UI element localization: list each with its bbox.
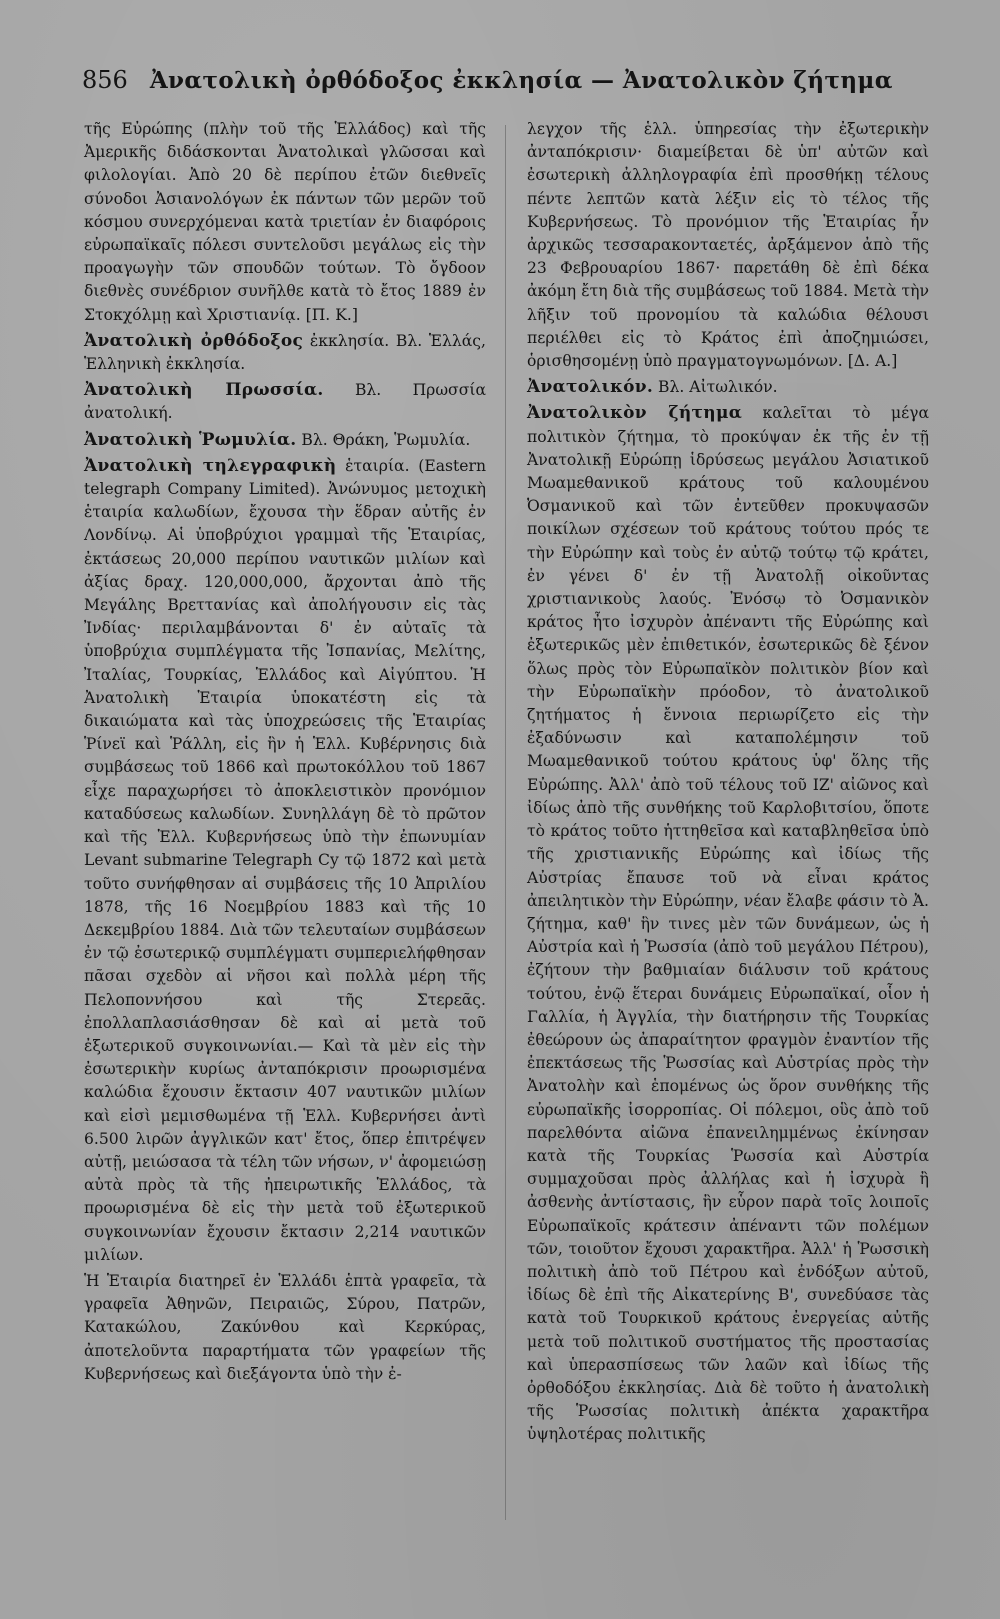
column-divider	[505, 125, 506, 1520]
entry-text: τῆς Εὐρώπης (πλὴν τοῦ τῆς Ἑλλάδος) καὶ τῆς Ἀμερικῆς διδάσκονται Ἀνατολικαὶ γλῶσσαι καὶ φιλολογίαι. Ἀπὸ 20 δὲ περίπου ἐτῶν διεθνεῖς σύνοδοι Ἀσιανολόγων ἐκ πάντων τῶν μερῶν τοῦ κόσμου συνερχόμεναι κατὰ τριετίαν ἐν διαφόροις εὐρωπαϊκαῖς πόλεσι συντελοῦσι μεγάλως εἰς τὴν προαγωγὴν τῶν σπουδῶν τούτων. Τὸ ὄγδοον διεθνὲς συνέδριον συνῆλθε κατὰ τὸ ἔτος 1889 ἐν Στοκχόλμῃ καὶ Χριστιανίᾳ. [Π. Κ.]	[84, 120, 486, 324]
page-header	[82, 66, 912, 106]
entry-paragraph	[84, 429, 486, 452]
entry-headword: Ἀνατολικὸν ζήτημα	[527, 403, 743, 424]
entry-text: Βλ. Αἰτωλικόν.	[653, 378, 778, 397]
entry-headword: Ἀνατολικὴ Ῥωμυλία.	[84, 429, 297, 450]
entry-text: ἐκκλησία. Βλ. Ἑλλάς, Ἑλληνικὴ ἐκκλησία.	[84, 331, 486, 374]
entry-text: Ἡ Ἑταιρία διατηρεῖ ἐν Ἑλλάδι ἑπτὰ γραφεῖα, τὰ γραφεῖα Ἀθηνῶν, Πειραιῶς, Σύρου, Πατρῶν, Κατακώλου, Ζακύνθου καὶ Κερκύρας, ἀποτελοῦντα παραρτήματα τῶν γραφείων τῆς Κυβερνήσεως καὶ διεξάγοντα ὑπὸ τὴν ἐ-	[84, 1271, 486, 1383]
entry-paragraph	[84, 118, 486, 327]
left-column	[84, 118, 486, 1386]
entry-text: λεγχον τῆς ἑλλ. ὑπηρεσίας τὴν ἐξωτερικὴν ἀνταπόκρισιν· διαμείβεται δὲ ὑπ' αὐτῶν καὶ ἐσωτερικὴ ἀλληλογραφία ἐπὶ προσθήκῃ τέλους πέντε λεπτῶν κατὰ λέξιν εἰς τὸ τέλος τῆς Κυβερνήσεως. Τὸ προνόμιον τῆς Ἑταιρίας ἦν ἀρχικῶς τεσσαρακονταετές, ἀρξάμενον ἀπὸ τῆς 23 Φεβρουαρίου 1867· παρετάθη δὲ ἐπὶ δέκα ἀκόμη ἔτη διὰ τῆς συμβάσεως τοῦ 1884. Μετὰ τὴν λῆξιν τοῦ προνομίου τὰ καλώδια θέλουσι περιέλθει εἰς τὸ Κράτος ἐπὶ ἀποζημιώσει, ὁρισθησομένῃ ὑπὸ πραγματογνωμόνων. [Δ. Α.]	[527, 120, 929, 371]
entry-paragraph	[84, 1270, 486, 1386]
entry-paragraph	[84, 455, 486, 1267]
entry-text: Βλ. Θράκη, Ῥωμυλία.	[296, 430, 471, 449]
entry-headword: Ἀνατολικὴ τηλεγραφικὴ	[84, 455, 337, 476]
running-title: Ἀνατολικὴ ὀρθόδοξος ἐκκλησία — Ἀνατολικὸν ζήτημα	[149, 67, 893, 94]
entry-text: ἑταιρία. (Eastern telegraph Company Limited). Ἀνώνυμος μετοχικὴ ἑταιρία καλωδίων, ἔχουσα τὴν ἕδραν αὐτῆς ἐν Λονδίνῳ. Αἱ ὑποβρύχιοι γραμμαὶ τῆς Ἑταιρίας, ἐκτάσεως 20,000 περίπου ναυτικῶν μιλίων καὶ ἀξίας δραχ. 120,000,000, ἄρχονται ἀπὸ τῆς Μεγάλης Βρεττανίας καὶ ἀπολήγουσιν εἰς τὰς Ἰνδίας· περιλαμβάνονται δ' ἐν αὐταῖς τὰ ὑποβρύχια συμπλέγματα τῆς Ἰσπανίας, Μελίτης, Ἰταλίας, Τουρκίας, Ἑλλάδος καὶ Αἰγύπτου. Ἡ Ἀνατολικὴ Ἑταιρία ὑποκατέστη εἰς τὰ δικαιώματα καὶ τὰς ὑποχρεώσεις τῆς Ἑταιρίας Ῥίνεϊ καὶ Ῥάλλη, εἰς ἣν ἡ Ἑλλ. Κυβέρνησις διὰ συμβάσεως τοῦ 1866 καὶ πρωτοκόλλου τοῦ 1867 εἶχε παραχωρήσει τὸ ἀποκλειστικὸν προνόμιον καταδύσεως καλωδίων. Συνηλλάγη δὲ τὸ πρῶτον καὶ τῆς Ἑλλ. Κυβερνήσεως ὑπὸ τὴν ἐπωνυμίαν Levant submarine Telegraph Cy τῷ 1872 καὶ μετὰ τοῦτο συνήφθησαν αἱ συμβάσεις τῆς 10 Ἀπριλίου 1878, τῆς 16 Νοεμβρίου 1883 καὶ τῆς 10 Δεκεμβρίου 1884. Διὰ τῶν τελευταίων συμβάσεων ἐν τῷ ἐσωτερικῷ συμπλέγματι συμπεριελήφθησαν πᾶσαι σχεδὸν αἱ νῆσοι καὶ πολλὰ μέρη τῆς Πελοποννήσου καὶ τῆς Στερεᾶς. ἐπολλαπλασιάσθησαν δὲ καὶ αἱ μετὰ τοῦ ἐξωτερικοῦ συγκοινωνίαι.— Καὶ τὰ μὲν εἰς τὴν ἐσωτερικὴν κυρίως ἀνταπόκρισιν προωρισμένα καλώδια ἔχουσιν ἔκτασιν 407 ναυτικῶν μιλίων καὶ εἰσὶ μεμισθωμένα τῇ Ἑλλ. Κυβερνήσει ἀντὶ 6.500 λιρῶν ἀγγλικῶν κατ' ἔτος, ὅπερ ἐπιτρέψεν αὐτῇ, μειώσασα τὰ τέλη τῶν νήσων, ν' ἀφομειώσῃ αὐτὰ πρὸς τὰ τῆς ἠπειρωτικῆς Ἑλλάδος, τὰ προωρισμένα δὲ εἰς τὴν μετὰ τοῦ ἐξωτερικοῦ συγκοινωνίαν ἔχουσιν ἔκτασιν 2,214 ναυτικῶν μιλίων.	[84, 456, 486, 1264]
entry-paragraph	[527, 376, 929, 399]
entry-paragraph	[84, 330, 486, 376]
entry-paragraph	[84, 379, 486, 425]
entry-headword: Ἀνατολικὴ ὀρθόδοξος	[84, 330, 304, 351]
entry-text: καλεῖται τὸ μέγα πολιτικὸν ζήτημα, τὸ προκύψαν ἐκ τῆς ἐν τῇ Ἀνατολικῇ Εὐρώπῃ ἱδρύσεως μεγάλου Ἀσιατικοῦ Μωαμεθανικοῦ κράτους τοῦ καλουμένου Ὀσμανικοῦ καὶ τῶν ἐντεῦθεν προκυψασῶν ποικίλων σχέσεων τοῦ κράτους τούτου πρός τε τὴν Εὐρώπην καὶ τοὺς ἐν αὐτῷ τούτῳ τῷ κράτει, ἐν γένει δ' ἐν τῇ Ἀνατολῇ οἰκοῦντας χριστιανικοὺς λαούς. Ἐνόσῳ τὸ Ὀσμανικὸν κράτος ἦτο ἰσχυρὸν ἀπέναντι τῆς Εὐρώπης καὶ ἐξωτερικῶς μὲν ἐπιθετικόν, ἐσωτερικῶς δὲ ξένον ὅλως πρὸς τὸν Εὐρωπαϊκὸν πολιτικὸν βίον καὶ τὴν Εὐρωπαϊκὴν πρόοδον, τὸ ἀνατολικοῦ ζητήματος ἡ ἔννοια περιωρίζετο εἰς τὴν ἐξαδύνωσιν καὶ καταπολέμησιν τοῦ Μωαμεθανικοῦ τούτου κράτους ὑφ' ὅλης τῆς Εὐρώπης. Ἀλλ' ἀπὸ τοῦ τέλους τοῦ ΙΖ' αἰῶνος καὶ ἰδίως ἀπὸ τῆς συνθήκης τοῦ Καρλοβιτσίου, ὅποτε τὸ κράτος τοῦτο ἡττηθεῖσα καὶ καταβληθεῖσα ὑπὸ τῆς χριστιανικῆς Εὐρώπης καὶ ἰδίως τῆς Αὐστρίας ἔπαυσε τοῦ νὰ εἶναι κράτος ἀπειλητικὸν τὴν Εὐρώπην, νέαν ἔλαβε φάσιν τὸ Ἀ. ζήτημα, καθ' ἣν τινες μὲν τῶν δυνάμεων, ὡς ἡ Αὐστρία καὶ ἡ Ῥωσσία (ἀπὸ τοῦ μεγάλου Πέτρου), ἐζήτουν τὴν βαθμιαίαν διάλυσιν τοῦ κράτους τούτου, ἐνῷ ἕτεραι δυνάμεις Εὐρωπαϊκαί, οἷον ἡ Γαλλία, ἡ Ἀγγλία, τὴν διατήρησιν τῆς Τουρκίας ἐθεώρουν ὡς ἀπαραίτητον φραγμὸν ἐναντίον τῆς ἐπεκτάσεως τῆς Ῥωσσίας καὶ Αὐστρίας πρὸς τὴν Ἀνατολὴν καὶ ἑπομένως ὡς ὅρον συνθήκης τῆς εὐρωπαϊκῆς ἰσορροπίας. Οἱ πόλεμοι, οὓς ἀπὸ τοῦ παρελθόντα αἰῶνα ἐπανειλημμένως ἐκίνησαν κατὰ τῆς Τουρκίας Ῥωσσία καὶ Αὐστρία συμμαχοῦσαι πρὸς ἀλλήλας καὶ ἡ ἰσχυρὰ ἢ ἀσθενὴς ἀντίστασις, ἣν εὗρον παρὰ τοῖς λοιποῖς Εὐρωπαϊκοῖς κράτεσιν ἀπέναντι τῶν πολέμων τῶν, τοιοῦτον ἔχουσι χαρακτῆρα. Ἀλλ' ἡ Ῥωσσικὴ πολιτικὴ ἀπὸ τοῦ Πέτρου καὶ ἐνδόξων αὐτοῦ, ἰδίως δὲ ἐπὶ τῆς Αἰκατερίνης Β', συνεδύασε τὰς κατὰ τοῦ Τουρκικοῦ κράτους ἐνεργείας αὐτῆς μετὰ τοῦ πολιτικοῦ συστήματος τῆς προστασίας καὶ ὑπερασπίσεως τῶν λαῶν καὶ ἰδίως τῆς ὀρθοδόξου ἐκκλησίας. Διὰ δὲ τοῦτο ἡ ἀνατολικὴ τῆς Ῥωσσίας πολιτικὴ ἀπέκτα χαρακτῆρα ὑψηλοτέρας πολιτικῆς	[527, 404, 930, 1444]
entry-paragraph	[527, 402, 929, 1446]
page-number: 856	[82, 66, 128, 94]
entry-paragraph	[527, 118, 929, 373]
entry-headword: Ἀνατολικὴ Πρωσσία.	[84, 380, 324, 401]
entry-text: Βλ. Πρωσσία ἀνατολική.	[84, 381, 486, 423]
right-column	[527, 118, 929, 1447]
entry-headword: Ἀνατολικόν.	[527, 377, 654, 398]
